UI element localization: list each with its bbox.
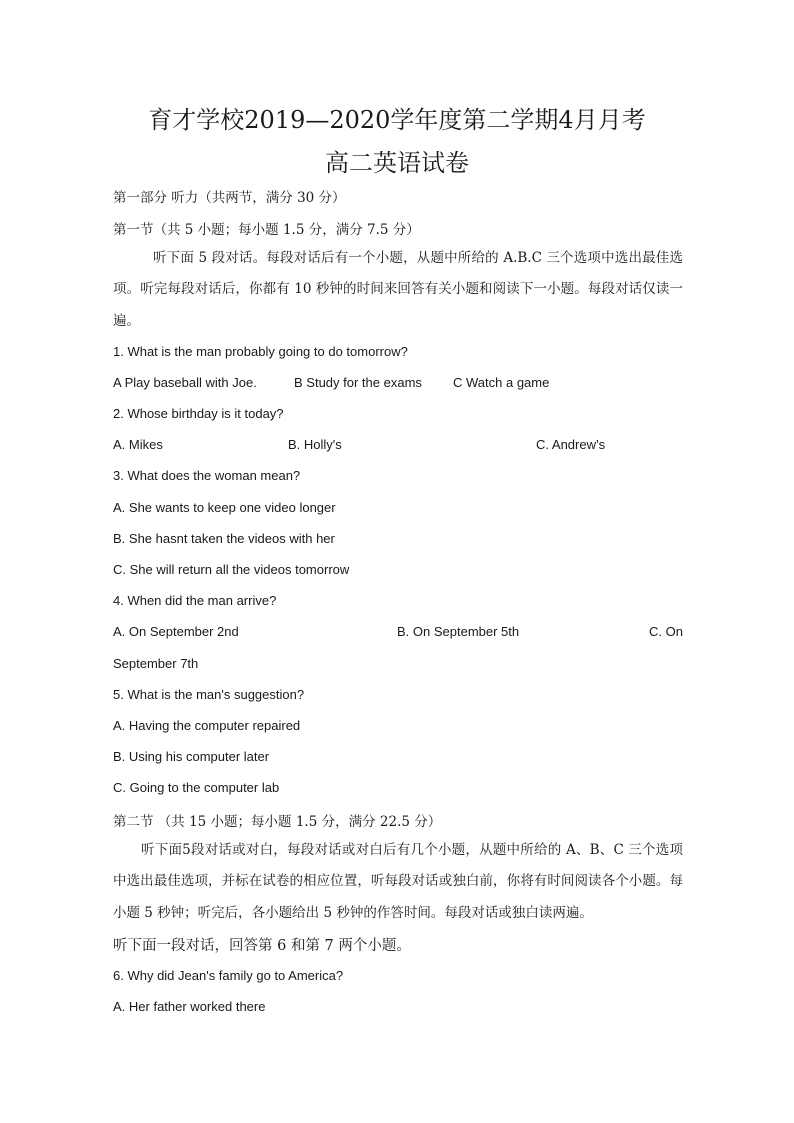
question-1-option-c: C Watch a game [453,375,550,390]
section1-instructions: 听下面 5 段对话。每段对话后有一个小题，从题中所给的 A.B.C 三个选项中选出最佳选项。听完每段对话后，你都有 10 秒钟的时间来回答有关小题和阅读下一小题。每段对话仅读一遍。 [113,250,683,329]
exam-subtitle: 高二英语试卷 [325,149,469,177]
question-1-stem: 1. What is the man probably going to do tomorrow? [113,344,408,359]
question-2-option-c: C. Andrew’s [536,437,606,452]
question-5-option-a: A. Having the computer repaired [113,718,301,733]
question-5-option-c: C. Going to the computer lab [113,780,280,795]
question-6-option-a: A. Her father worked there [113,999,266,1014]
question-4-option-b: B. On September 5th [397,624,520,639]
question-1-option-b: B Study for the exams [294,375,422,390]
question-3-option-b: B. She hasnt taken the videos with her [113,531,335,546]
question-5-stem: 5. What is the man's suggestion? [113,687,305,702]
question-3-option-c: C. She will return all the videos tomorrow [113,562,350,577]
question-4-option-c: C. On [649,624,683,639]
question-4-option-c-continued: September 7th [113,656,199,671]
question-2-option-a: A. Mikes [113,437,163,452]
question-5-option-b: B. Using his computer later [113,749,270,764]
question-1-option-a: A Play baseball with Joe. [113,375,257,390]
part1-heading: 第一部分 听力（共两节，满分 30 分） [113,190,346,206]
exam-title: 育才学校2019—2020学年度第二学期4月月考 [148,106,646,134]
dialogue-group-intro: 听下面一段对话，回答第 6 和第 7 两个小题。 [113,938,411,954]
question-2-stem: 2. Whose birthday is it today? [113,406,284,421]
question-3-stem: 3. What does the woman mean? [113,468,301,483]
question-2-option-b: B. Holly's [288,437,342,452]
section1-heading: 第一节（共 5 小题；每小题 1.5 分，满分 7.5 分） [113,222,420,238]
question-4-stem: 4. When did the man arrive? [113,593,277,608]
section2-heading: 第二节 （共 15 小题；每小题 1.5 分，满分 22.5 分） [113,814,442,830]
question-3-option-a: A. She wants to keep one video longer [113,500,336,515]
question-6-stem: 6. Why did Jean's family go to America? [113,968,344,983]
question-4-option-a: A. On September 2nd [113,624,239,639]
section2-instructions: 听下面5段对话或对白，每段对话或对白后有几个小题，从题中所给的 A、B、C 三个选项中选出最佳选项，并标在试卷的相应位置，听每段对话或独白前，你将有时间阅读各个小题。每小题 5 秒钟；听完后，各小题给出 5 秒钟的作答时间。每段对话或独白读两遍。 [113,842,683,921]
